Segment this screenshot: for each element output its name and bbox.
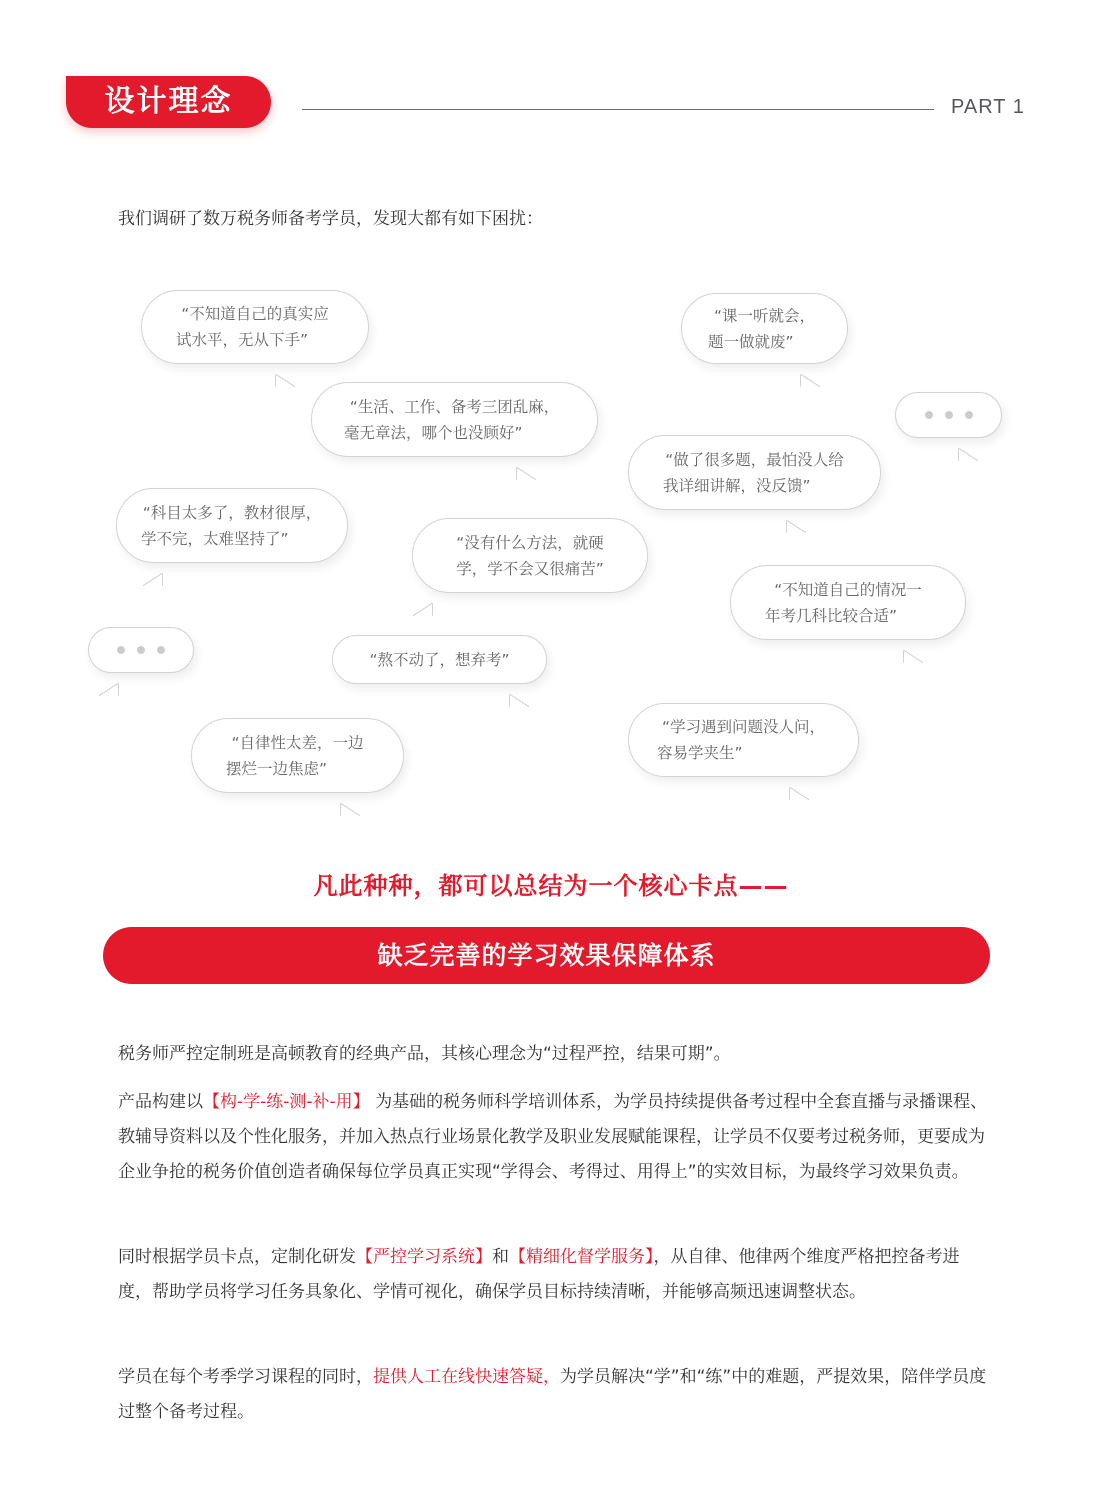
- paragraph-4: [118, 1360, 988, 1430]
- part-label: PART 1: [951, 96, 1025, 118]
- quote-line: 学不完，太难坚持了”: [141, 529, 289, 548]
- highlight-qa-service: 提供人工在线快速答疑，: [373, 1367, 560, 1387]
- quote-line: “课一听就会，: [713, 306, 816, 325]
- para-text: 为基础的税务师科学培训体系，为学员持续提供备考过程中全套直播与录播课程、教辅导资料以及个性化服务，并加入热点行业场景化教学及职业发展赋能课程，让学员不仅要考过税务师，更要成为企业争抢的税务价值创造者确保每位学员真正实现“学得会、考得过、用得上”的实效目标，为最终学习效果负责。: [118, 1092, 988, 1182]
- quote-bubble: [412, 518, 648, 593]
- quote-line: “做了很多题，最怕没人给: [665, 450, 844, 469]
- header-divider: [302, 109, 934, 110]
- section-title-badge: 设计理念: [66, 76, 271, 128]
- quote-line: “学习遇到问题没人问，: [661, 718, 826, 736]
- quote-line: 容易学夹生”: [657, 744, 743, 762]
- highlight-study-system: 【严控学习系统】: [356, 1247, 492, 1267]
- quote-line: 题一做就废”: [708, 332, 794, 351]
- quote-line: 毫无章法，哪个也没顾好”: [344, 423, 523, 442]
- quote-line: “没有什么方法，就硬: [456, 533, 604, 552]
- quote-line: “自律性太差，一边: [231, 733, 364, 752]
- quote-line: “熬不动了，想弃考”: [369, 650, 510, 669]
- quote-bubble: [191, 718, 404, 793]
- highlight-training-system: 【构-学-练-测-补-用】: [203, 1092, 370, 1112]
- para-text: 为学员解决“学”和“练”中的难题，严提效果，陪伴学员度过整个备考过程。: [118, 1367, 987, 1422]
- quote-line: “科目太多了，教材很厚，: [142, 503, 322, 522]
- ellipsis-bubble: [88, 627, 194, 673]
- quote-line: “不知道自己的真实应: [181, 305, 329, 323]
- ellipsis-dots-icon: [925, 411, 973, 419]
- quote-bubble: [730, 565, 966, 640]
- intro-text: 我们调研了数万税务师备考学员，发现大都有如下困扰：: [118, 209, 543, 229]
- paragraph-3: [118, 1240, 988, 1310]
- para-text: ，从自律、他律两个维度严格把控备考进度，帮助学员将学习任务具象化、学情可视化，确保学员目标持续清晰，并能够高频迅速调整状态。: [118, 1247, 960, 1302]
- quote-bubble: [116, 488, 348, 563]
- paragraph-1: 税务师严控定制班是高顿教育的经典产品，其核心理念为“过程严控，结果可期”。: [118, 1044, 731, 1064]
- quote-line: 我详细讲解，没反馈”: [663, 476, 811, 495]
- quote-line: 年考几科比较合适”: [765, 606, 898, 625]
- quote-bubble: [628, 703, 859, 777]
- quote-bubble: [628, 435, 881, 510]
- highlight-supervision-service: 【精细化督学服务】: [509, 1247, 654, 1267]
- para-text: 学员在每个考季学习课程的同时，: [118, 1367, 373, 1387]
- ellipsis-bubble: [895, 392, 1002, 438]
- quote-line: “不知道自己的情况一: [774, 580, 922, 599]
- para-text: 同时根据学员卡点，定制化研发: [118, 1247, 356, 1267]
- core-point-banner: 缺乏完善的学习效果保障体系: [103, 927, 990, 984]
- quote-bubble: [141, 290, 369, 364]
- quote-bubble: [311, 382, 598, 457]
- quote-bubble: [681, 293, 848, 364]
- summary-heading: 凡此种种，都可以总结为一个核心卡点——: [313, 872, 789, 900]
- quote-line: 学，学不会又很痛苦”: [456, 559, 604, 578]
- paragraph-2: [118, 1085, 988, 1190]
- ellipsis-dots-icon: [117, 646, 165, 654]
- para-text: 产品构建以: [118, 1092, 203, 1112]
- para-text: 和: [492, 1247, 509, 1267]
- quote-line: “生活、工作、备考三团乱麻，: [349, 397, 560, 416]
- quote-line: 摆烂一边焦虑”: [226, 759, 328, 778]
- quote-bubble: [332, 635, 547, 684]
- quote-line: 试水平，无从下手”: [176, 331, 309, 349]
